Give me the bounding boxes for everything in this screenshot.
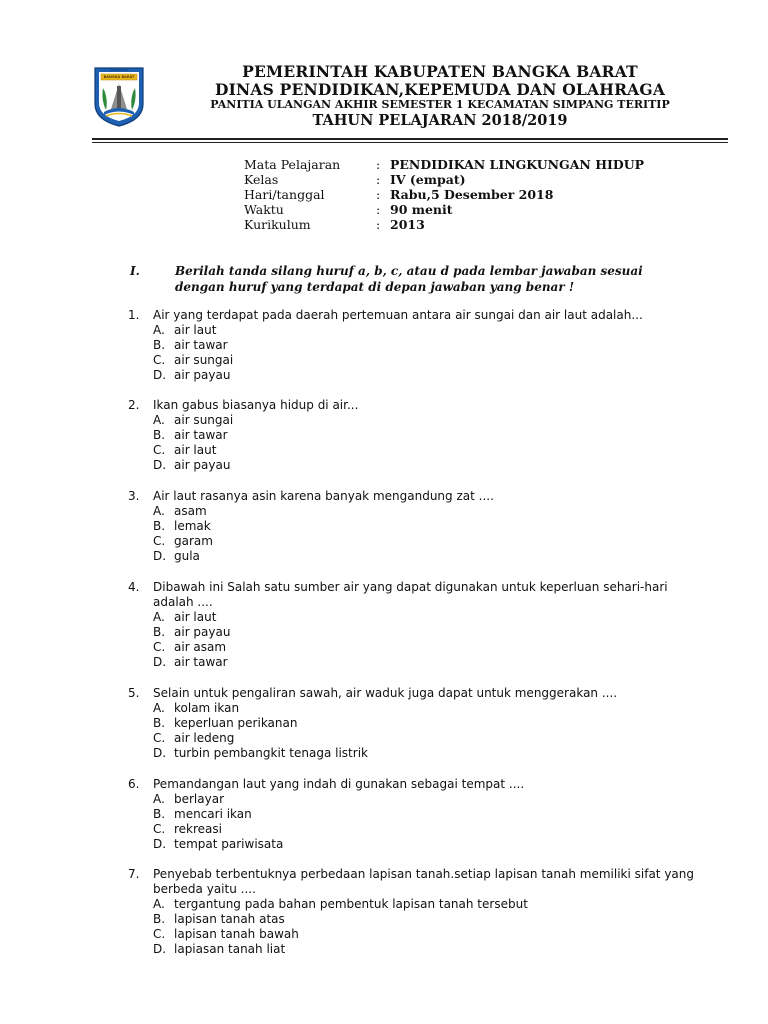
answer-option [153,912,285,927]
info-label: Waktu [244,202,284,217]
option-letter: A. [153,610,165,624]
question-text: Pemandangan laut yang indah di gunakan sebagai tempat .... [153,777,525,791]
option-text: lemak [174,519,211,533]
option-text: air payau [174,458,231,472]
answer-option [153,549,200,564]
question-text: Selain untuk pengaliran sawah, air waduk juga dapat untuk menggerakan .... [153,686,618,700]
info-row-subject [244,157,644,172]
header-government: PEMERINTAH KABUPATEN BANGKA BARAT [242,62,638,81]
info-label: Kelas [244,172,279,187]
question-number: 6. [128,777,140,791]
option-text: air payau [174,625,231,639]
option-text: rekreasi [174,822,222,836]
answer-option [153,807,252,822]
option-text: air ledeng [174,731,235,745]
option-letter: C. [153,640,166,654]
option-letter: B. [153,428,166,442]
answer-option [153,458,230,473]
option-letter: D. [153,942,167,956]
answer-option [153,942,285,957]
answer-option [153,338,228,353]
option-text: lapisan tanah bawah [174,927,299,941]
answer-option [153,792,224,807]
question-text: Dibawah ini Salah satu sumber air yang dapat digunakan untuk keperluan sehari-hari adalah .... [153,580,668,610]
option-text: keperluan perikanan [174,716,298,730]
header-divider-thick [92,138,728,140]
option-text: air laut [174,323,217,337]
info-colon: : [376,187,381,202]
info-row-date [244,187,644,202]
answer-option [153,323,216,338]
option-text: gula [174,549,200,563]
option-letter: D. [153,655,167,669]
question-number: 2. [128,398,140,412]
question-number: 7. [128,867,140,881]
kabupaten-bangka-barat-logo-icon [92,64,146,128]
subject-info [244,157,644,232]
answer-option [153,519,211,534]
logo-banner-top: KABUPATEN [110,68,128,72]
question-text: Air laut rasanya asin karena banyak mengandung zat .... [153,489,494,503]
option-letter: B. [153,625,166,639]
option-letter: A. [153,504,165,518]
option-text: tempat pariwisata [174,837,284,851]
header-department: DINAS PENDIDIKAN,KEPEMUDA DAN OLAHRAGA [214,80,666,99]
option-letter: C. [153,822,166,836]
header-academic-year: TAHUN PELAJARAN 2018/2019 [312,112,568,129]
header-committee: PANITIA ULANGAN AKHIR SEMESTER 1 KECAMATAN SIMPANG TERITIP [210,98,670,111]
option-letter: A. [153,792,165,806]
info-row-curriculum [244,217,644,232]
option-text: kolam ikan [174,701,240,715]
info-colon: : [376,217,381,232]
option-text: air sungai [174,413,234,427]
info-value: Rabu,5 Desember 2018 [390,187,554,202]
header-divider-thin [92,142,728,143]
question-text: Air yang terdapat pada daerah pertemuan antara air sungai dan air laut adalah... [153,308,643,322]
answer-option [153,701,239,716]
option-letter: A. [153,413,165,427]
option-text: lapiasan tanah liat [174,942,286,956]
question-number: 5. [128,686,140,700]
question-text: Ikan gabus biasanya hidup di air... [153,398,359,412]
option-letter: C. [153,443,166,457]
question-number: 1. [128,308,140,322]
answer-option [153,731,234,746]
option-text: berlayar [174,792,225,806]
info-row-time [244,202,644,217]
option-text: tergantung pada bahan pembentuk lapisan tanah tersebut [174,897,528,911]
answer-option [153,897,528,912]
option-text: air payau [174,368,231,382]
answer-option [153,534,213,549]
option-text: air sungai [174,353,234,367]
option-text: air tawar [174,655,228,669]
option-text: air laut [174,610,217,624]
info-label: Kurikulum [244,217,311,232]
answer-option [153,428,228,443]
answer-option [153,413,233,428]
info-colon: : [376,157,381,172]
option-letter: B. [153,338,166,352]
instruction-text: Berilah tanda silang huruf a, b, c, atau d pada lembar jawaban sesuai dengan huruf yang terdapat di depan jawaban yang benar ! [175,264,643,294]
option-letter: D. [153,549,167,563]
option-letter: C. [153,353,166,367]
info-value: PENDIDIKAN LINGKUNGAN HIDUP [390,157,644,172]
info-label: Hari/tanggal [244,187,325,202]
info-colon: : [376,172,381,187]
option-letter: D. [153,837,167,851]
answer-option [153,822,222,837]
option-text: mencari ikan [174,807,252,821]
question-number: 3. [128,489,140,503]
info-colon: : [376,202,381,217]
answer-option [153,716,297,731]
option-letter: B. [153,807,166,821]
option-letter: B. [153,912,166,926]
option-letter: A. [153,323,165,337]
answer-option [153,640,226,655]
option-text: garam [174,534,213,548]
option-letter: D. [153,458,167,472]
option-text: air laut [174,443,217,457]
option-text: asam [174,504,207,518]
option-letter: B. [153,716,166,730]
answer-option [153,746,368,761]
option-letter: D. [153,368,167,382]
info-value: IV (empat) [390,172,466,187]
option-letter: D. [153,746,167,760]
answer-option [153,837,283,852]
option-text: air tawar [174,338,228,352]
question-number: 4. [128,580,140,594]
section-number: I. [130,264,140,278]
info-value: 90 menit [390,202,453,217]
option-text: air tawar [174,428,228,442]
info-row-class [244,172,644,187]
option-letter: C. [153,534,166,548]
answer-option [153,443,216,458]
option-letter: A. [153,701,165,715]
question-text: Penyebab terbentuknya perbedaan lapisan tanah.setiap lapisan tanah memiliki sifat yang berbeda yaitu .... [153,867,695,897]
option-text: turbin pembangkit tenaga listrik [174,746,368,760]
info-label: Mata Pelajaran [244,157,341,172]
option-letter: C. [153,927,166,941]
option-text: lapisan tanah atas [174,912,285,926]
info-value: 2013 [390,217,425,232]
answer-option [153,655,228,670]
option-letter: A. [153,897,165,911]
option-letter: B. [153,519,166,533]
answer-option [153,610,216,625]
answer-option [153,504,207,519]
option-text: air asam [174,640,227,654]
answer-option [153,368,230,383]
answer-option [153,927,299,942]
answer-option [153,625,230,640]
option-letter: C. [153,731,166,745]
logo-banner: BANGKA BARAT [103,75,135,79]
answer-option [153,353,233,368]
